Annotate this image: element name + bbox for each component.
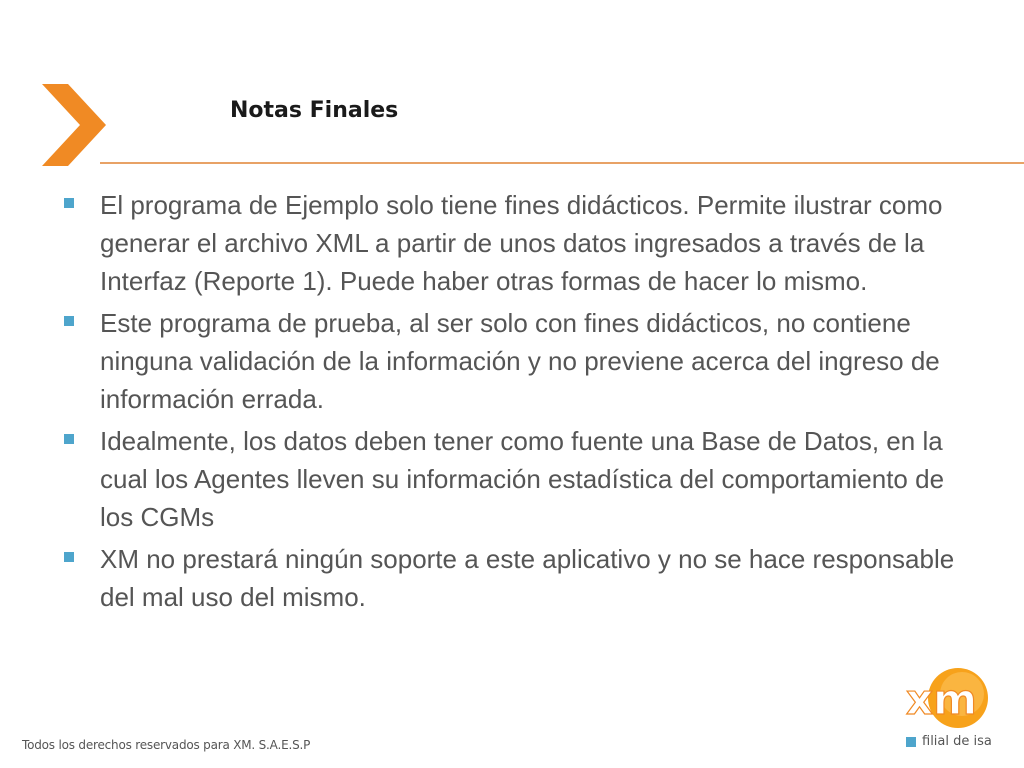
orange-chevron-icon	[42, 84, 106, 166]
bullet-square-icon	[64, 198, 74, 208]
logo-mark-text: xm	[906, 675, 977, 724]
bullet-text: El programa de Ejemplo solo tiene fines didácticos. Permite ilustrar como generar el archivo XML a partir de unos datos ingresados a través de la Interfaz (Reporte 1). Puede haber otras formas de hacer lo mismo.	[100, 190, 943, 296]
bullet-text: XM no prestará ningún soporte a este aplicativo y no se hace responsable del mal uso del mismo.	[100, 544, 955, 612]
bullet-text: Idealmente, los datos deben tener como fuente una Base de Datos, en la cual los Agentes lleven su información estadística del comportamiento de los CGMs	[100, 426, 945, 532]
bullet-square-icon	[64, 316, 74, 326]
bullet-text: Este programa de prueba, al ser solo con fines didácticos, no contiene ninguna validación de la información y no previene acerca del ingreso de información errada.	[100, 308, 940, 414]
logo-tagline-text: filial de isa	[922, 734, 992, 749]
bullet-item	[62, 304, 982, 418]
bullet-item	[62, 540, 982, 616]
footer-copyright: Todos los derechos reservados para XM. S.A.E.S.P	[22, 738, 311, 752]
bullet-item	[62, 422, 982, 536]
bullet-square-icon	[64, 434, 74, 444]
blue-square-icon	[906, 737, 916, 747]
slide-title: Notas Finales	[230, 98, 399, 123]
xm-logo-icon	[900, 666, 996, 736]
logo-tagline	[906, 734, 992, 749]
bullet-square-icon	[64, 552, 74, 562]
bullet-list	[62, 186, 982, 620]
title-divider	[100, 162, 1024, 164]
bullet-item	[62, 186, 982, 300]
